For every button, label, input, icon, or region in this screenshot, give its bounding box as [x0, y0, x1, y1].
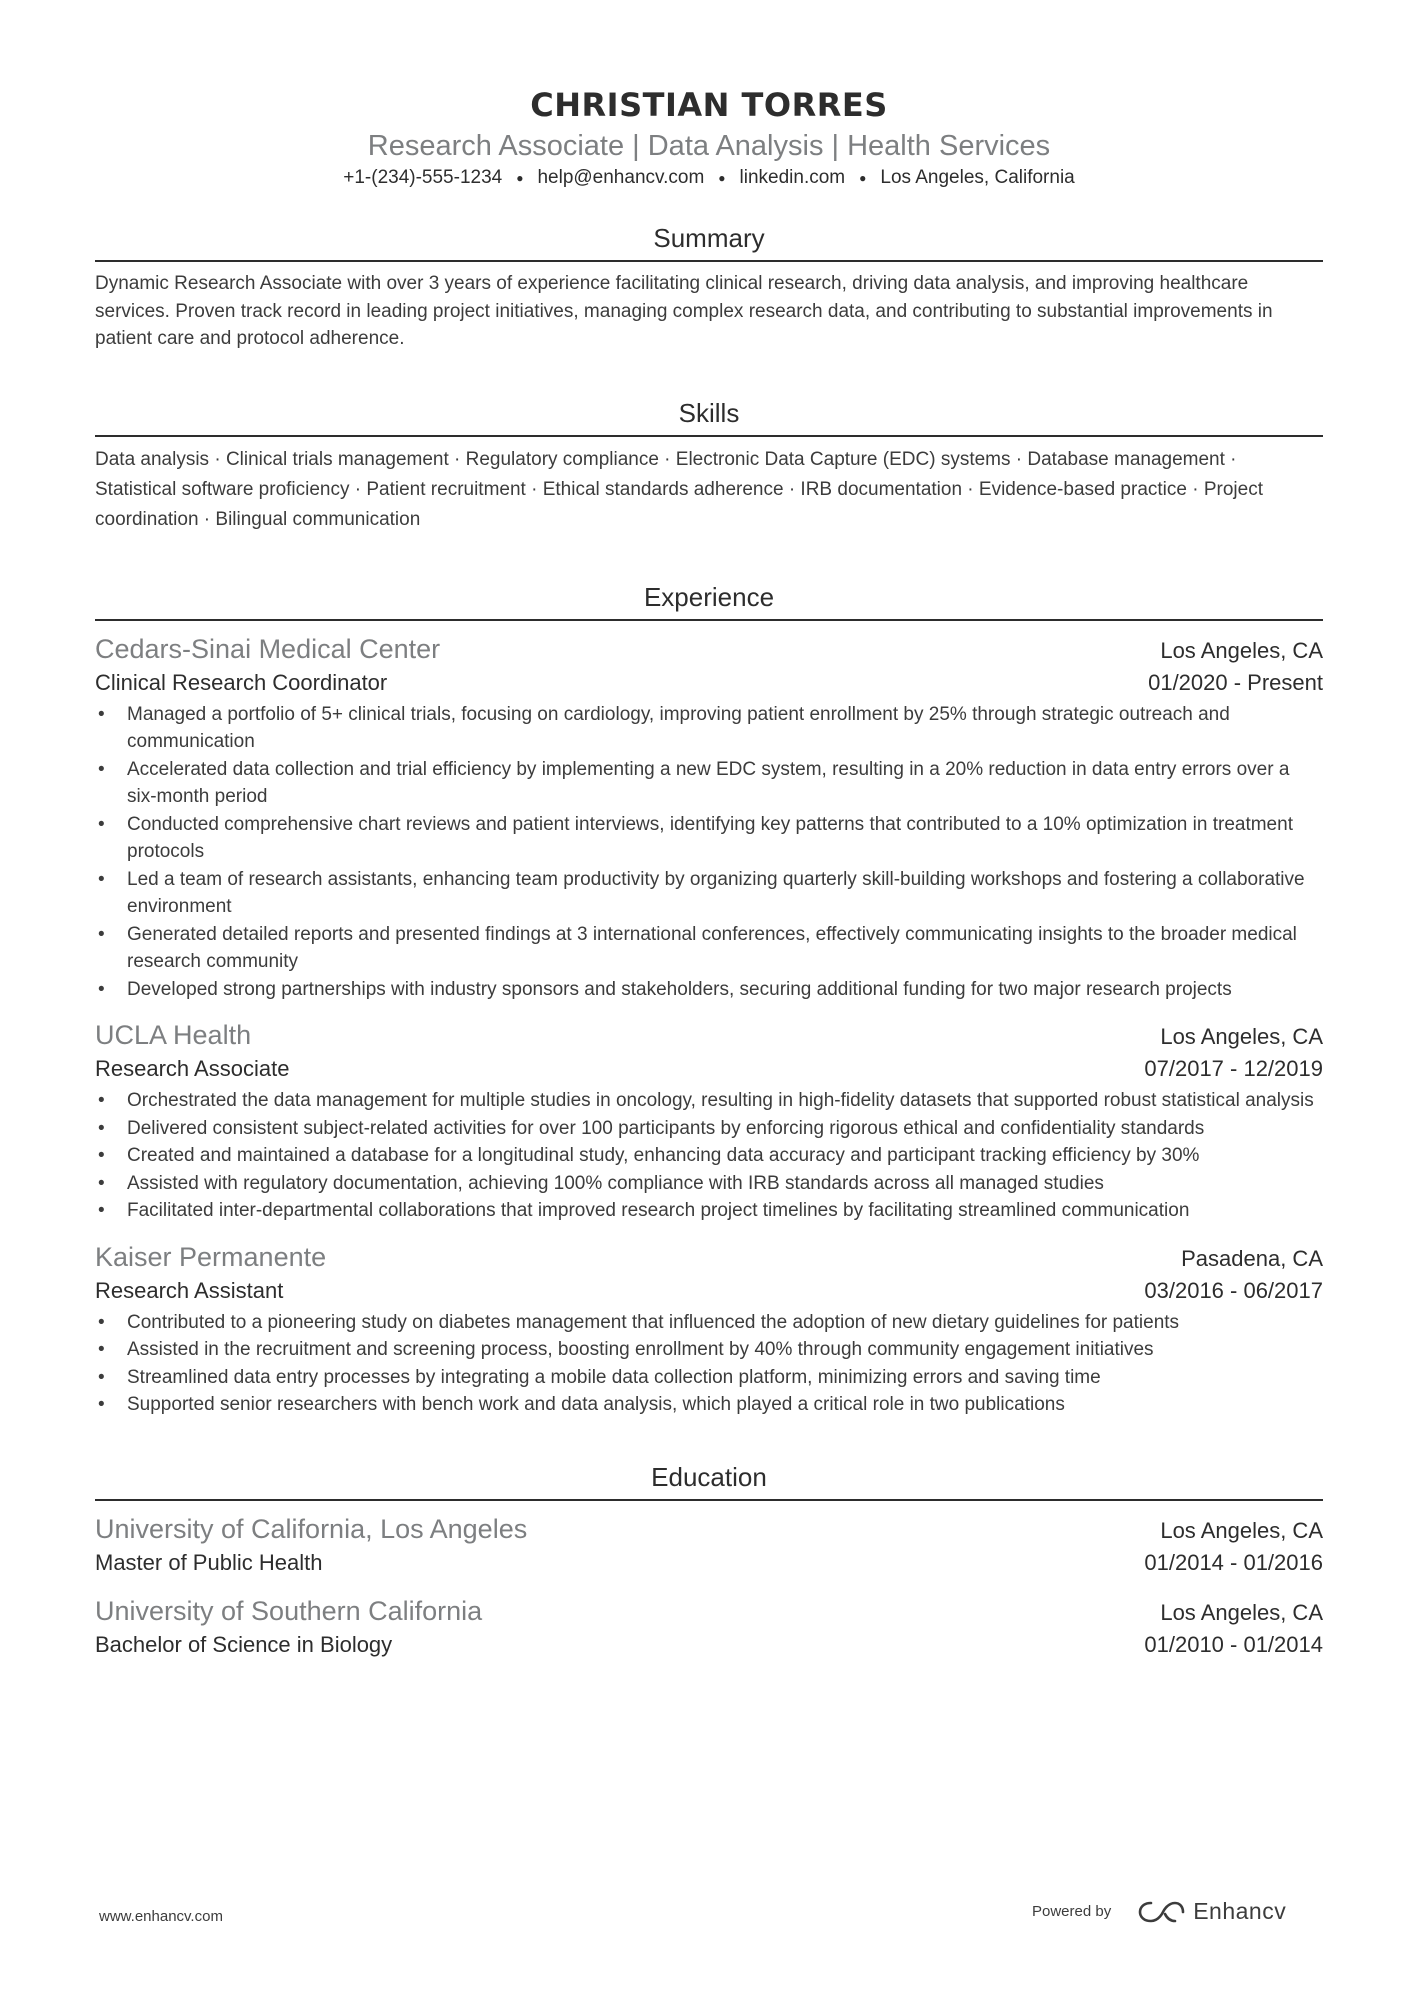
school-location: Los Angeles, CA [1160, 1517, 1323, 1543]
achievement-text: Delivered consistent subject-related activities for over 100 participants by enforcing rigorous ethical and confidentiality standards [127, 1117, 1205, 1139]
bullet-marker: • [98, 1145, 105, 1167]
achievement-item [95, 866, 1323, 921]
achievement-text: Contributed to a pioneering study on diabetes management that influenced the adoption of new dietary guidelines for patients [127, 1311, 1180, 1333]
candidate-title: Research Associate | Data Analysis | Health Services [367, 130, 1051, 162]
bullet-marker: • [98, 1117, 105, 1139]
achievement-item [95, 1336, 1323, 1364]
entry-subheader-row [95, 1629, 1323, 1661]
experience-entry [95, 1017, 1323, 1225]
achievement-text: Accelerated data collection and trial efficiency by implementing a new EDC system, resulting in a 20% reduction in data entry errors over a six-month period [127, 758, 1290, 808]
resume-page [95, 80, 1323, 1661]
company-name: Kaiser Permanente [95, 1241, 327, 1272]
education-entry [95, 1593, 1323, 1661]
job-location: Los Angeles, CA [1160, 1024, 1323, 1050]
job-dates: 01/2020 - Present [1148, 669, 1323, 695]
footer-branding [1032, 1898, 1286, 1925]
job-title: Research Assistant [95, 1277, 284, 1303]
achievement-item [95, 701, 1323, 756]
section-heading: Summary [95, 220, 1323, 262]
education-entry [95, 1511, 1323, 1579]
achievement-text: Generated detailed reports and presented findings at 3 international conferences, effectively communicating insights to the broader medical research community [127, 923, 1297, 973]
email[interactable]: help@enhancv.com [537, 167, 705, 189]
achievement-text: Created and maintained a database for a longitudinal study, enhancing data accuracy and participant tracking efficiency by 30% [127, 1145, 1200, 1167]
achievement-text: Conducted comprehensive chart reviews and patient interviews, identifying key patterns that contributed to a 10% optimization in treatment protocols [127, 813, 1293, 863]
achievement-item [95, 1142, 1323, 1170]
education-dates: 01/2014 - 01/2016 [1144, 1549, 1323, 1575]
achievement-text: Led a team of research assistants, enhancing team productivity by organizing quarterly skill-building workshops and fostering a collaborative environment [127, 868, 1305, 918]
candidate-name: CHRISTIAN TORRES [530, 86, 888, 124]
achievement-text: Supported senior researchers with bench work and data analysis, which played a critical role in two publications [127, 1394, 1065, 1416]
experience-entry [95, 631, 1323, 1004]
entry-header-row [95, 1239, 1323, 1275]
job-dates: 07/2017 - 12/2019 [1144, 1056, 1323, 1082]
phone: +1-(234)-555-1234 [343, 167, 503, 189]
bullet-separator: ● [516, 171, 524, 185]
bullet-marker: • [98, 868, 105, 890]
bullet-separator: ● [859, 171, 867, 185]
achievement-item [95, 1087, 1323, 1115]
achievement-item [95, 1170, 1323, 1198]
bullet-marker: • [98, 758, 105, 780]
job-location: Los Angeles, CA [1160, 637, 1323, 663]
education-dates: 01/2010 - 01/2014 [1144, 1631, 1323, 1657]
bullet-marker: • [98, 1311, 105, 1333]
company-name: UCLA Health [95, 1020, 252, 1051]
bullet-marker: • [98, 1366, 105, 1388]
entry-subheader-row [95, 1053, 1323, 1085]
section-heading: Skills [95, 395, 1323, 437]
bullet-marker: • [98, 703, 105, 725]
achievement-text: Assisted in the recruitment and screening process, boosting enrollment by 40% through community engagement initiatives [127, 1339, 1154, 1361]
bullet-marker: • [98, 1200, 105, 1222]
achievement-text: Streamlined data entry processes by integrating a mobile data collection platform, minimizing errors and saving time [127, 1366, 1101, 1388]
summary-section [95, 220, 1323, 353]
section-heading: Education [95, 1459, 1323, 1501]
achievement-item [95, 921, 1323, 976]
school-location: Los Angeles, CA [1160, 1599, 1323, 1625]
section-heading: Experience [95, 579, 1323, 621]
achievement-text: Facilitated inter-departmental collaborations that improved research project timelines by facilitating streamlined communication [127, 1200, 1190, 1222]
skills-text: Data analysis · Clinical trials management · Regulatory compliance · Electronic Data Capture (EDC) systems · Database management · Statistical software proficiency · Patient recruitment · Ethical standards adherence · IRB documentation · Evidence-based practice · Project coordination · Bilingual communication [95, 448, 1263, 530]
job-dates: 03/2016 - 06/2017 [1144, 1277, 1323, 1303]
entry-header-row [95, 631, 1323, 667]
bullet-marker: • [98, 1339, 105, 1361]
school-name: University of Southern California [95, 1595, 483, 1626]
achievement-list [95, 1087, 1323, 1225]
achievement-item [95, 756, 1323, 811]
achievement-text: Orchestrated the data management for multiple studies in oncology, resulting in high-fidelity datasets that supported robust statistical analysis [127, 1090, 1314, 1112]
linkedin[interactable]: linkedin.com [739, 167, 846, 189]
bullet-marker: • [98, 923, 105, 945]
entry-header-row [95, 1593, 1323, 1629]
achievement-list [95, 701, 1323, 1004]
footer-website[interactable]: www.enhancv.com [99, 1908, 223, 1925]
bullet-separator: ● [718, 171, 726, 185]
job-title: Clinical Research Coordinator [95, 669, 388, 695]
bullet-marker: • [98, 1394, 105, 1416]
bullet-marker: • [98, 1090, 105, 1112]
contact-line [95, 162, 1323, 194]
skills-section [95, 395, 1323, 535]
company-name: Cedars-Sinai Medical Center [95, 633, 441, 664]
brand-name[interactable]: Enhancv [1193, 1898, 1287, 1924]
achievement-text: Developed strong partnerships with industry sponsors and stakeholders, securing additional funding for two major research projects [127, 978, 1232, 1000]
location: Los Angeles, California [880, 167, 1075, 189]
entry-header-row [95, 1511, 1323, 1547]
degree: Bachelor of Science in Biology [95, 1631, 393, 1657]
entry-subheader-row [95, 1275, 1323, 1307]
education-section [95, 1459, 1323, 1661]
achievement-text: Managed a portfolio of 5+ clinical trials, focusing on cardiology, improving patient enrollment by 25% through strategic outreach and communication [127, 703, 1230, 753]
resume-header [95, 80, 1323, 194]
entry-subheader-row [95, 667, 1323, 699]
experience-entry [95, 1239, 1323, 1419]
achievement-item [95, 811, 1323, 866]
enhancv-logo-icon [1137, 1899, 1185, 1925]
entry-subheader-row [95, 1547, 1323, 1579]
achievement-item [95, 1197, 1323, 1225]
achievement-item [95, 1309, 1323, 1337]
school-name: University of California, Los Angeles [95, 1513, 528, 1544]
achievement-item [95, 1391, 1323, 1419]
degree: Master of Public Health [95, 1549, 323, 1575]
achievement-list [95, 1309, 1323, 1419]
achievement-item [95, 1364, 1323, 1392]
job-location: Pasadena, CA [1181, 1245, 1323, 1271]
bullet-marker: • [98, 978, 105, 1000]
achievement-item [95, 976, 1323, 1004]
bullet-marker: • [98, 1172, 105, 1194]
job-title: Research Associate [95, 1056, 290, 1082]
bullet-marker: • [98, 813, 105, 835]
entry-header-row [95, 1017, 1323, 1053]
experience-list [95, 631, 1323, 1419]
achievement-item [95, 1115, 1323, 1143]
summary-text: Dynamic Research Associate with over 3 years of experience facilitating clinical research, driving data analysis, and improving healthcare services. Proven track record in leading project initiatives, managing complex research data, and contributing to substantial improvements in patient care and protocol adherence. [95, 273, 1273, 350]
experience-section [95, 579, 1323, 1419]
powered-by-label: Powered by [1032, 1903, 1112, 1920]
achievement-text: Assisted with regulatory documentation, achieving 100% compliance with IRB standards across all managed studies [127, 1172, 1104, 1194]
education-list [95, 1511, 1323, 1661]
